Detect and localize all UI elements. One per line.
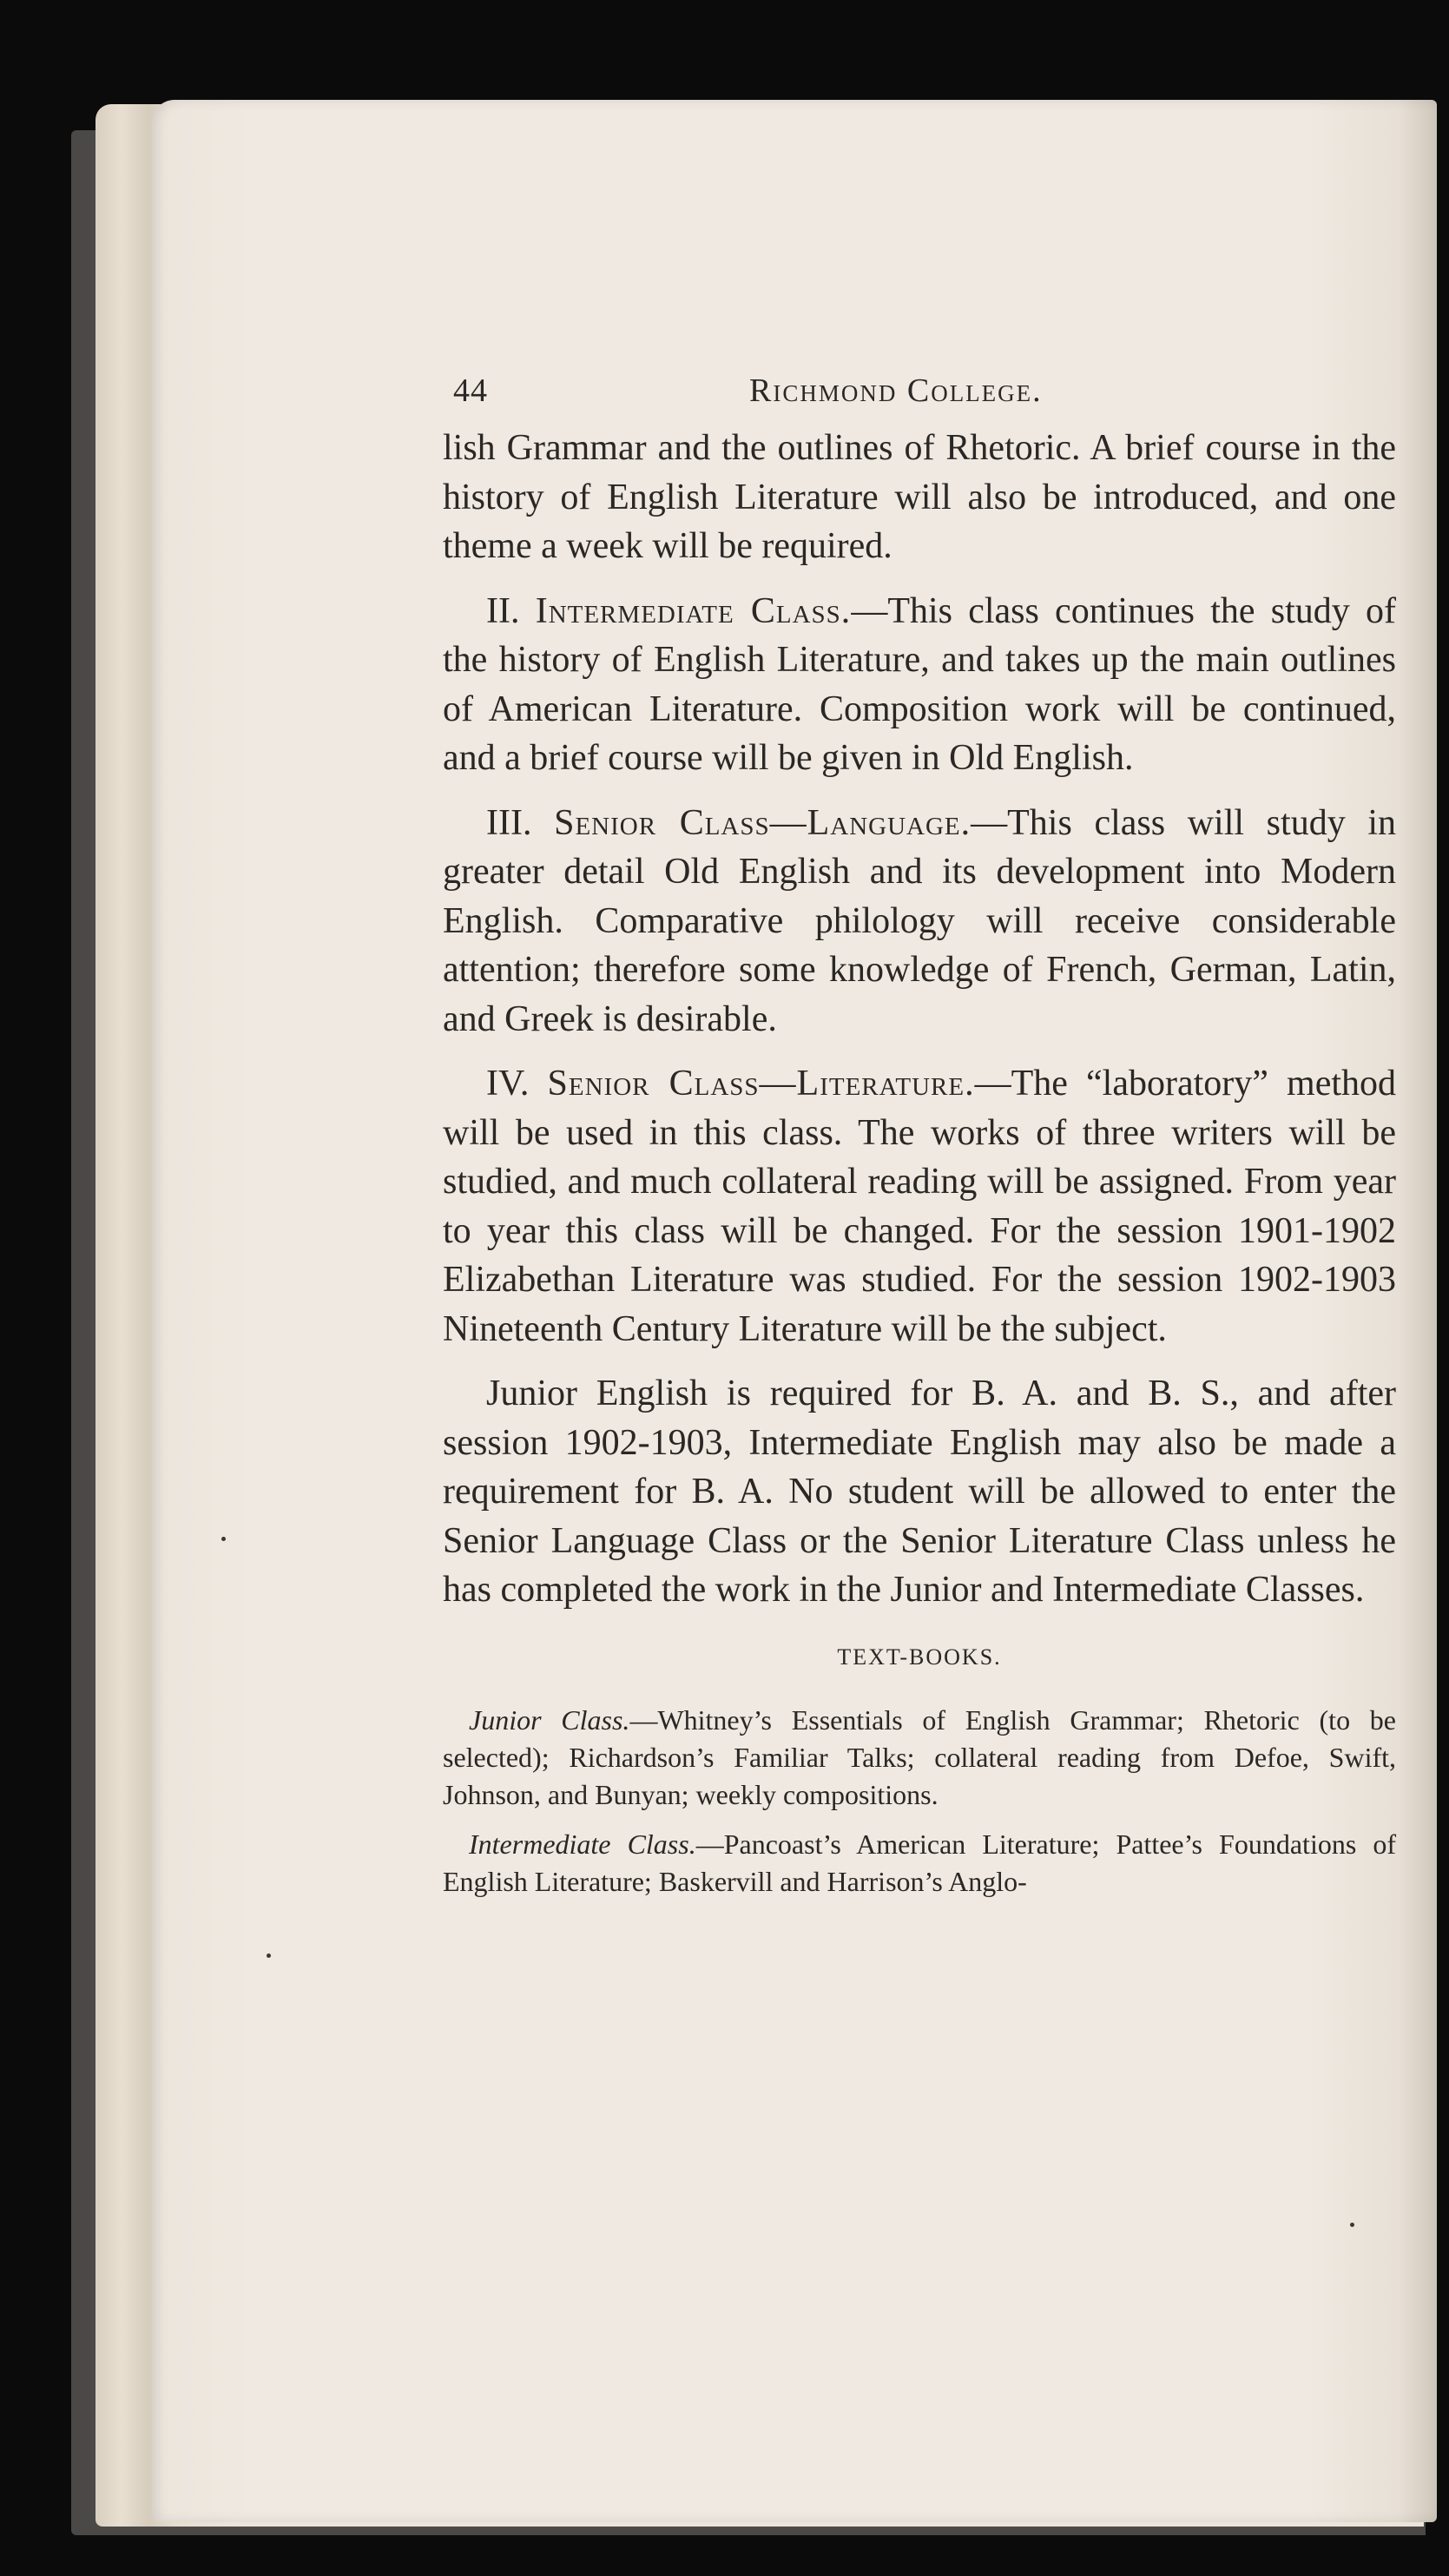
paragraph-text: lish Grammar and the outlines of Rhetoric. A brief course in the history of English Literature will also be introduced, and one theme a week will be required. bbox=[443, 428, 1396, 566]
running-title: Richmond College. bbox=[749, 372, 1043, 409]
section-number: IV. bbox=[486, 1064, 530, 1104]
paragraph-intermediate-class bbox=[443, 587, 1396, 783]
textbooks-heading: TEXT-BOOKS. bbox=[837, 1644, 1002, 1670]
textbook-junior-class bbox=[443, 1702, 1396, 1814]
paragraph-continuation bbox=[443, 424, 1396, 571]
textbook-list: —Pancoast’s American Literature; Pattee’s Foundations of English Literature; Baskervill and Harrison’s Anglo- bbox=[443, 1828, 1397, 1897]
class-label: Junior Class. bbox=[469, 1703, 630, 1736]
paragraph-senior-literature bbox=[443, 1059, 1396, 1354]
paragraph-text: —The “laboratory” method will be used in this class. The works of three writers will be studied, and much collateral reading will be assigned. From year to year this class will be changed. For the session 1901-1902 Elizabethan Literature was studied. For the session 1902-1903 Nineteenth Century Literature will be the subject. bbox=[443, 1064, 1397, 1349]
paper-speck bbox=[1350, 2223, 1354, 2227]
running-head bbox=[443, 363, 1396, 424]
page-number: 44 bbox=[453, 372, 488, 409]
class-label: Intermediate Class. bbox=[469, 1828, 696, 1860]
section-number: III. bbox=[486, 802, 532, 843]
paper-speck bbox=[267, 1953, 271, 1958]
page-text-block bbox=[443, 363, 1396, 1913]
paragraph-senior-language bbox=[443, 799, 1396, 1044]
paragraph-text: —This class will study in greater detail Old English and its development into Modern English. Comparative philology will receive considerable attention; therefore some knowledge of French, German, Latin, and Greek is desirable. bbox=[443, 802, 1396, 1039]
textbook-list: —Whitney’s Essentials of English Grammar; Rhetoric (to be selected); Richardson’s Familiar Talks; collateral reading from Defoe, Swift, Johnson, and Bunyan; weekly compositions. bbox=[443, 1703, 1397, 1810]
section-heading: Senior Class—Literature. bbox=[547, 1064, 975, 1104]
paragraph-text: —This class continues the study of the history of English Literature, and takes up the main outlines of American Literature. Composition work will be continued, and a brief course will be given in Old English. bbox=[443, 590, 1396, 778]
paper-speck bbox=[221, 1537, 226, 1541]
textbook-intermediate-class bbox=[443, 1826, 1396, 1901]
section-heading: Intermediate Class. bbox=[535, 590, 852, 631]
paragraph-requirements bbox=[443, 1369, 1396, 1615]
section-number: II. bbox=[486, 590, 520, 631]
paragraph-text: Junior English is required for B. A. and B. S., and after session 1902-1903, Intermediate English may also be made a requirement for B. A. No student will be allowed to enter the Senior Language Class or the Senior Literature Class unless he has completed the work in the Junior and Intermediate Classes. bbox=[443, 1374, 1396, 1610]
section-heading: Senior Class—Language. bbox=[554, 802, 971, 843]
